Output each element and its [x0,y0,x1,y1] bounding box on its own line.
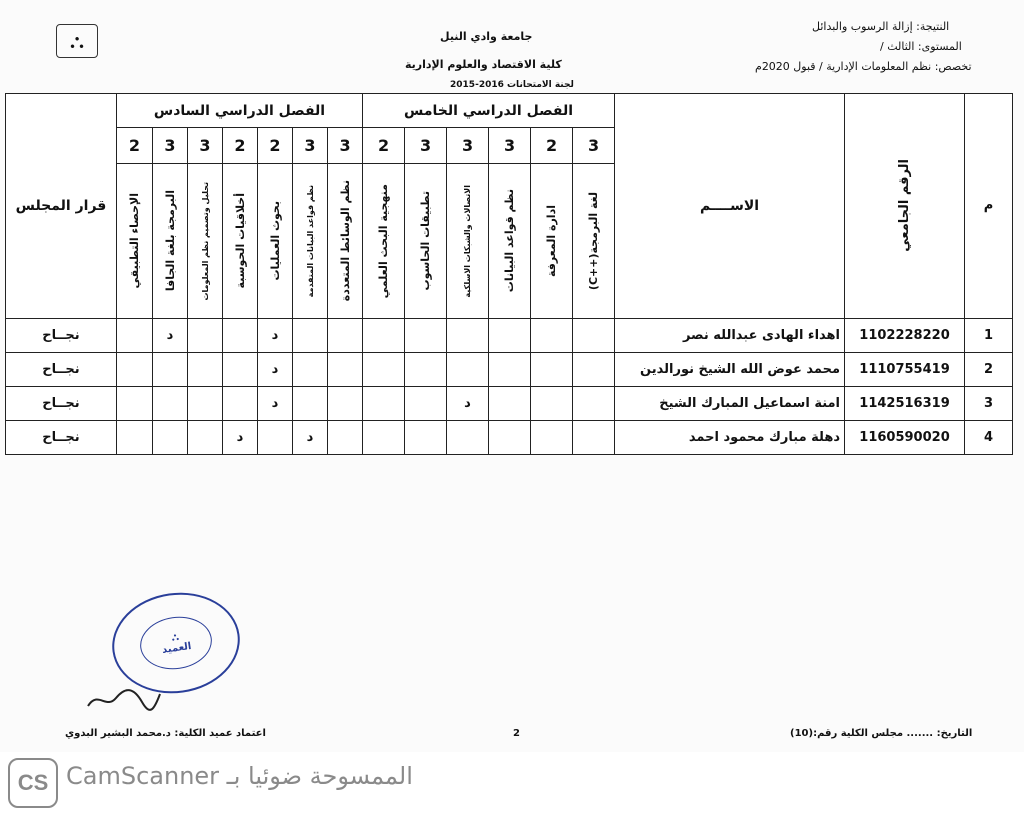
table-row [6,352,1013,386]
faculty-name: كلية الاقتصاد والعلوم الإدارية [405,58,562,71]
student-id: 1102228220 [845,318,965,352]
grade-cell [573,386,615,420]
grade-cell [223,386,258,420]
row-number: 4 [965,420,1013,454]
council-decision: نجــاح [6,352,117,386]
grade-cell: د [293,420,328,454]
grade-cell [531,386,573,420]
grade-cell [117,386,153,420]
grade-cell [531,352,573,386]
course-name: أخلاقيات الحوسبة [223,164,258,318]
grade-cell [531,318,573,352]
grade-cell [328,318,363,352]
dean-approval-label: اعتماد عميد الكلية: د.محمد البشير البدوي [65,728,266,739]
grade-cell [153,420,188,454]
name-header: الاســــم [615,94,845,319]
grade-cell [447,318,489,352]
grade-cell [489,386,531,420]
grade-cell [293,352,328,386]
course-name: لغة البرمجة(++C) [573,164,615,318]
table-row [6,386,1013,420]
grade-cell [489,352,531,386]
student-rows [6,318,1013,454]
student-id: 1142516319 [845,386,965,420]
course-credits: 3 [153,128,188,164]
specialization-label: تخصص: نظم المعلومات الإدارية / قبول 2020م [755,60,972,73]
grades-table [5,93,1013,455]
result-label: النتيجة: إزالة الرسوب والبدائل [812,20,950,33]
grade-cell: د [223,420,258,454]
row-number: 2 [965,352,1013,386]
course-credits: 3 [573,128,615,164]
stamp-emblem-icon: ⛬ [171,631,180,644]
table-row [6,318,1013,352]
course-credits: 3 [447,128,489,164]
grade-cell [223,352,258,386]
grade-cell [489,420,531,454]
serial-header: م [965,94,1013,319]
grade-cell: د [258,352,293,386]
camscanner-watermark-text: الممسوحة ضوئيا بـ CamScanner [66,762,413,790]
course-credits: 3 [328,128,363,164]
grade-cell [447,352,489,386]
course-name: بحوث العمليات [258,164,293,318]
grade-cell [117,318,153,352]
camscanner-logo-icon: CS [8,758,58,808]
grade-cell [188,318,223,352]
course-credits: 2 [117,128,153,164]
course-name: ادارة المعرفة [531,164,573,318]
grade-cell [223,318,258,352]
course-credits: 3 [405,128,447,164]
grade-cell [405,352,447,386]
grade-cell [328,420,363,454]
grade-cell [531,420,573,454]
grade-cell [258,420,293,454]
grade-cell [153,352,188,386]
grade-cell [328,386,363,420]
semester6-header: الفصل الدراسي السادس [117,94,363,128]
course-name: منهجية البحث العلمي [363,164,405,318]
date-council-label: التاريخ: ....... مجلس الكلية رقم:(10) [790,728,973,739]
course-credits: 2 [531,128,573,164]
semester5-header: الفصل الدراسي الخامس [363,94,615,128]
student-name: محمد عوض الله الشيخ نورالدين [615,352,845,386]
grade-cell [188,386,223,420]
grade-cell [293,318,328,352]
header-row-semesters [6,94,1013,128]
grade-cell [489,318,531,352]
course-name: الاتصالات والشبكات الاسلكية [447,164,489,318]
course-name: تطبيقات الحاسوب [405,164,447,318]
grade-cell: د [258,386,293,420]
grade-cell [117,352,153,386]
grade-cell [405,420,447,454]
committee-label [450,80,574,90]
course-credits: 3 [489,128,531,164]
course-name: نظم الوسائط المتعددة [328,164,363,318]
grade-cell [328,352,363,386]
grade-cell: د [258,318,293,352]
student-id: 1160590020 [845,420,965,454]
row-number: 3 [965,386,1013,420]
signature-icon [84,680,164,720]
course-credits: 3 [188,128,223,164]
student-id: 1110755419 [845,352,965,386]
page-number: 2 [513,728,520,739]
grade-cell [363,420,405,454]
grade-cell [405,318,447,352]
course-credits: 3 [293,128,328,164]
grade-cell [293,386,328,420]
course-credits: 2 [223,128,258,164]
grade-cell [188,352,223,386]
grade-cell: د [447,386,489,420]
grade-cell [188,420,223,454]
grade-cell [405,386,447,420]
council-decision: نجــاح [6,386,117,420]
student-name: امنة اسماعيل المبارك الشيخ [615,386,845,420]
course-name: الإحصاء التطبيقي [117,164,153,318]
course-credits: 2 [258,128,293,164]
grade-cell [363,318,405,352]
council-decision: نجــاح [6,420,117,454]
id-header: الرقم الجامعي [845,94,965,319]
university-emblem-icon: ⛬ [56,24,98,58]
course-credits: 2 [363,128,405,164]
grade-cell [363,352,405,386]
course-name: تحليل وتصميم نظم المعلومات [188,164,223,318]
council-decision: نجــاح [6,318,117,352]
grade-cell [573,352,615,386]
grade-cell [153,386,188,420]
stamp-center [137,612,216,674]
course-name: البرمجة بلغة الجافا [153,164,188,318]
stamp-text: العميد [161,640,193,656]
student-name: اهداء الهادى عبدالله نصر [615,318,845,352]
grade-cell [573,318,615,352]
grade-cell: د [153,318,188,352]
decision-header: قرار المجلس [6,94,117,319]
level-label: المستوى: الثالث / [880,40,962,53]
course-name: نظم قواعد البيانات [489,164,531,318]
grade-cell [117,420,153,454]
student-name: دهلة مبارك محمود احمد [615,420,845,454]
grade-cell [447,420,489,454]
table-row [6,420,1013,454]
committee-year: 2016-2015 [450,80,504,90]
university-name: جامعة وادي النيل [440,30,533,43]
grade-cell [363,386,405,420]
committee-text: لجنة الامتحانات [507,80,574,90]
grade-cell [573,420,615,454]
row-number: 1 [965,318,1013,352]
course-name: نظم قواعد البيانات المتقدمة [293,164,328,318]
